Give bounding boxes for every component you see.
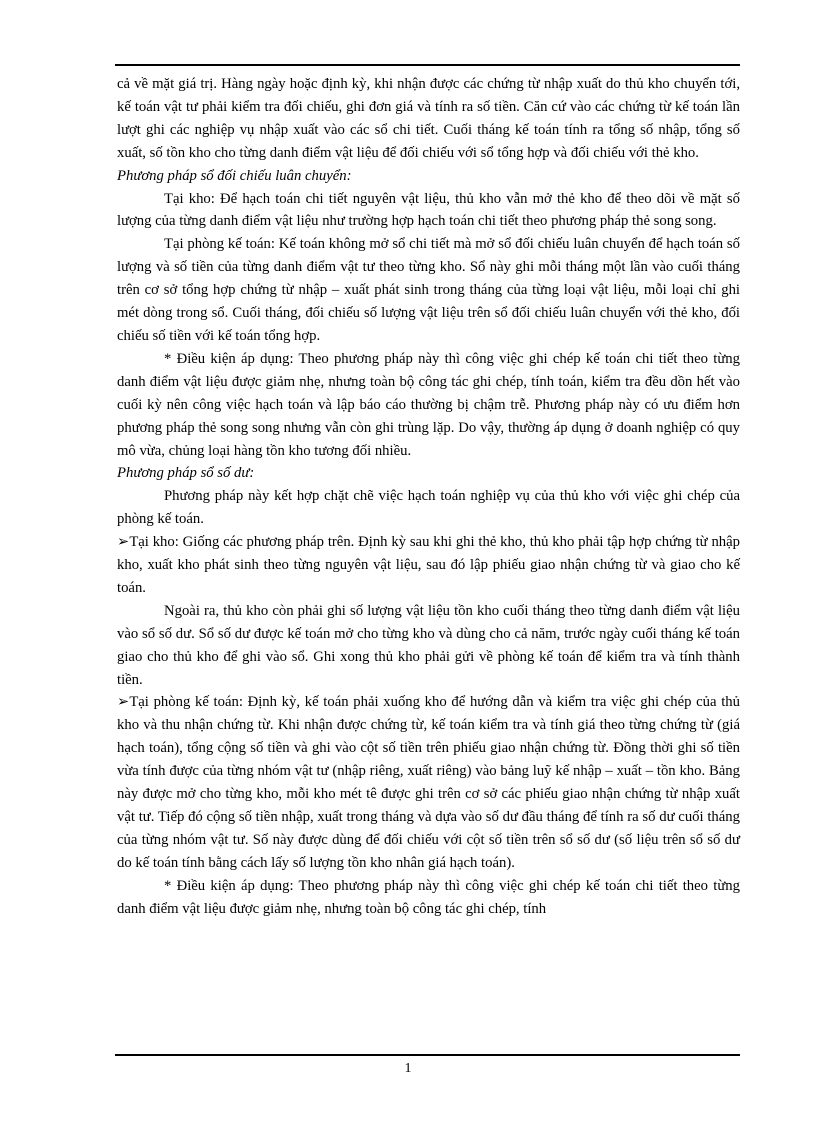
bullet-text: Tại phòng kế toán: Định kỳ, kế toán phải xuống kho để hướng dẫn và kiểm tra việc ghi chép của thủ kho và thu nhận chứng từ. Khi nhận được chứng từ, kế toán kiểm tra và tính giá theo từng chứng từ (giá hạch toán), tổng cộng số tiền và ghi vào cột số tiền trên phiếu giao nhận chứng từ. Đồng thời ghi số tiền vừa tính được của từng nhóm vật tư (nhập riêng, xuất riêng) vào bảng luỹ kế nhập – xuất – tồn kho. Bảng này được mở cho từng kho, mỗi kho mét tê được ghi trên cơ sở các phiếu giao nhận chứng từ nhập xuất vật tư. Tiếp đó cộng số tiền nhập, xuất trong tháng và dựa vào số dư đầu tháng để tính ra số dư cuối tháng của từng nhóm vật tư. Số này được dùng để đối chiếu với cột số tiền trên sổ số dư (số liệu trên sổ số dư do kế toán tính bằng cách lấy số lượng tồn kho nhân giá hạch toán). (117, 694, 740, 871)
bullet-paragraph (117, 531, 740, 600)
section-heading: Phương pháp sổ đối chiếu luân chuyển: (117, 167, 352, 184)
paragraph: * Điều kiện áp dụng: Theo phương pháp này thì công việc ghi chép kế toán chi tiết theo từng danh điểm vật liệu được giảm nhẹ, nhưng toàn bộ công tác ghi chép, tính (117, 877, 740, 917)
body-text (117, 73, 740, 921)
paragraph: * Điều kiện áp dụng: Theo phương pháp này thì công việc ghi chép kế toán chi tiết theo từng danh điểm vật liệu được giảm nhẹ, nhưng toàn bộ công tác ghi chép, tính toán, kiểm tra đều dồn hết vào cuối kỳ nên công việc hạch toán và lập báo cáo thường bị chậm trễ. Phương pháp này có ưu điểm hơn phương pháp thẻ song song nhưng vẫn còn ghi trùng lặp. Do vậy, thường áp dụng ở doanh nghiệp có quy mô vừa, chủng loại hàng tồn kho tương đối nhiều. (117, 350, 740, 459)
header-rule (115, 64, 740, 66)
paragraph: cả về mặt giá trị. Hàng ngày hoặc định kỳ, khi nhận được các chứng từ nhập xuất do thủ kho chuyển tới, kế toán vật tư phải kiểm tra đối chiếu, ghi đơn giá và tính ra số tiền. Căn cứ vào các chứng từ kế toán lần lượt ghi các nghiệp vụ nhập xuất vào các sổ chi tiết. Cuối tháng kế toán tính ra tổng số nhập, tổng số xuất, số tồn kho cho từng danh điểm vật liệu để đối chiếu với sổ tổng hợp và đối chiếu với thẻ kho. (117, 76, 740, 161)
arrow-bullet-icon: ➢ (117, 694, 130, 711)
arrow-bullet-icon: ➢ (117, 534, 130, 551)
page-number: 1 (404, 1061, 412, 1076)
bullet-text: Tại kho: Giống các phương pháp trên. Định kỳ sau khi ghi thẻ kho, thủ kho phải tập hợp chứng từ nhập kho, xuất kho phát sinh theo từng nguyên vật liệu, sau đó lập phiếu giao nhận chứng từ và giao cho kế toán. (117, 534, 740, 596)
footer-rule (115, 1054, 740, 1056)
paragraph: Ngoài ra, thủ kho còn phải ghi số lượng vật liệu tồn kho cuối tháng theo từng danh điểm vật liệu vào sổ số dư. Sổ số dư được kế toán mở cho từng kho và dùng cho cả năm, trước ngày cuối tháng kế toán giao cho thủ kho để ghi vào sổ. Ghi xong thủ kho phải gửi về phòng kế toán để kiểm tra và tính thành tiền. (117, 602, 740, 688)
bullet-paragraph (117, 691, 740, 874)
paragraph: Tại kho: Để hạch toán chi tiết nguyên vật liệu, thủ kho vẫn mở thẻ kho để theo dõi về mặt số lượng của từng danh điểm vật liệu như trường hợp hạch toán chi tiết theo phương pháp thẻ song song. (117, 190, 740, 230)
paragraph: Phương pháp này kết hợp chặt chẽ việc hạch toán nghiệp vụ của thủ kho với việc ghi chép của phòng kế toán. (117, 488, 740, 528)
paragraph: Tại phòng kế toán: Kế toán không mở sổ chi tiết mà mở sổ đối chiếu luân chuyển để hạch toán số lượng và số tiền của từng danh điểm vật tư theo từng kho. Sổ này ghi mỗi tháng một lần vào cuối tháng trên cơ sở tổng hợp chứng từ nhập – xuất phát sinh trong tháng của từng loại vật liệu, mỗi loại chỉ ghi mét dòng trong sổ. Cuối tháng, đối chiếu số lượng vật liệu trên sổ đối chiếu luân chuyển với thẻ kho, đối chiếu số tiền với kế toán tổng hợp. (117, 236, 740, 344)
section-heading: Phương pháp sổ số dư: (117, 465, 255, 482)
